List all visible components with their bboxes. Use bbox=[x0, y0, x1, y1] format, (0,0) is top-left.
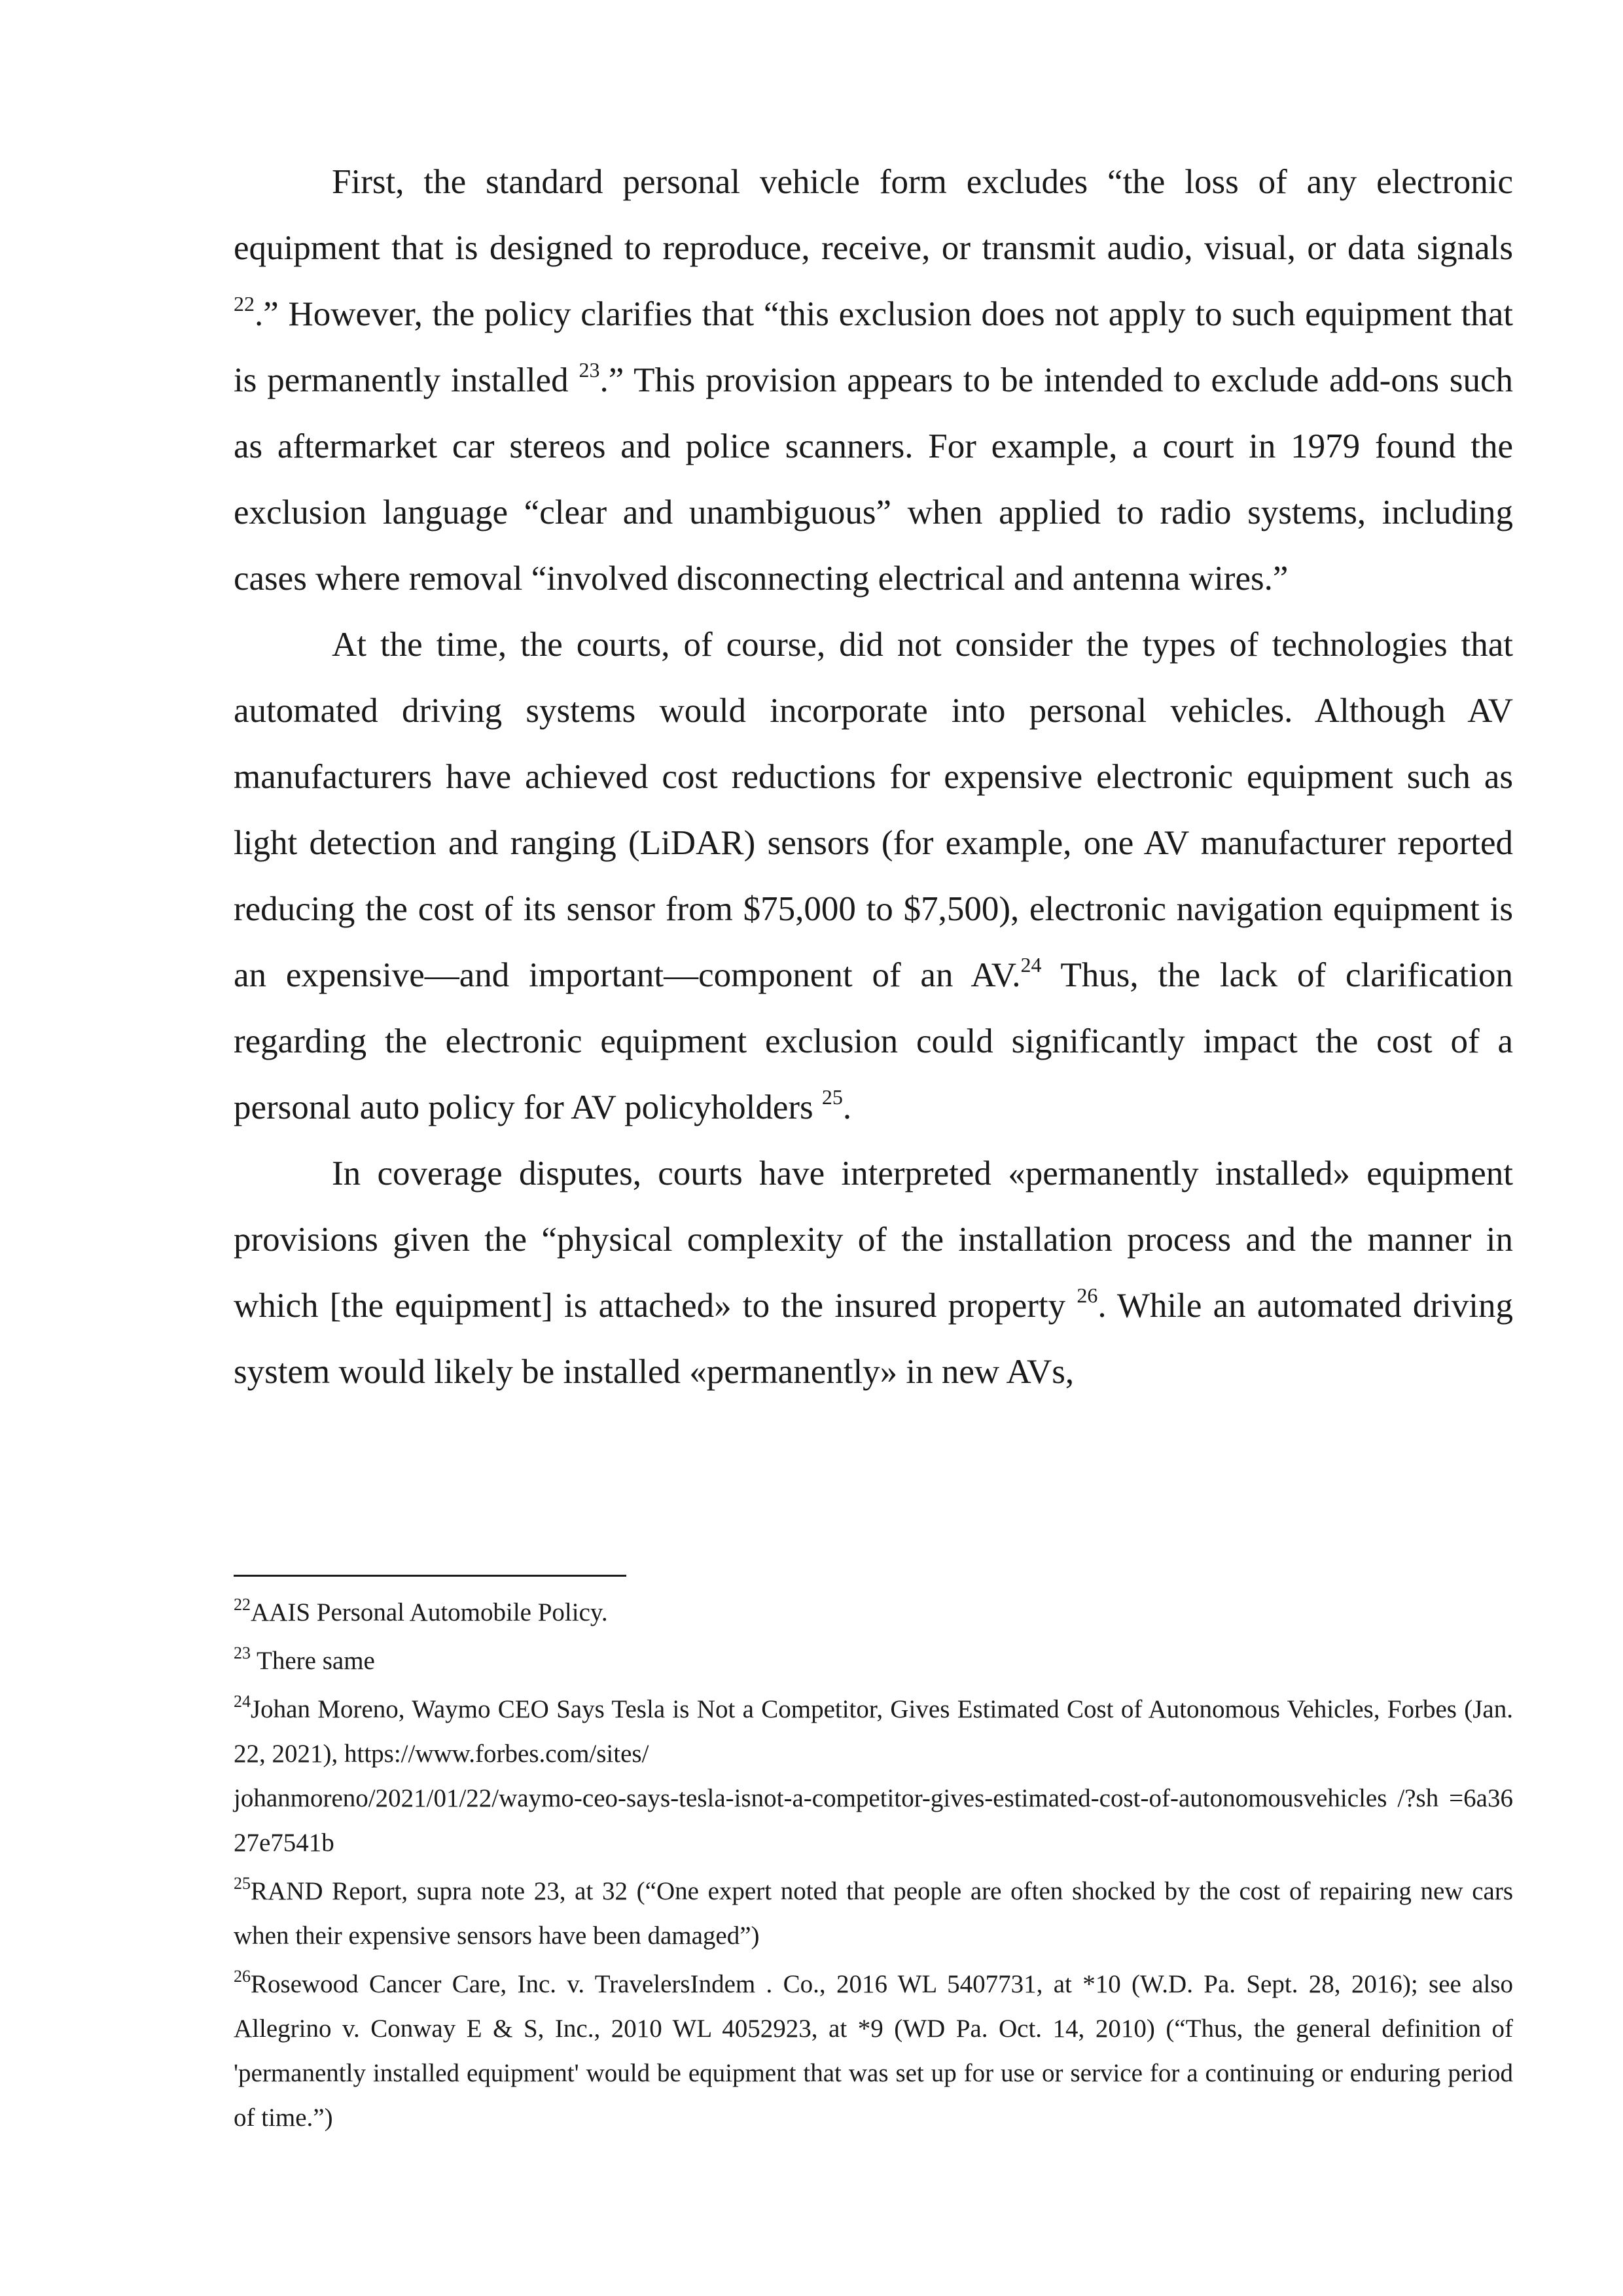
footnotes-section bbox=[234, 1590, 1513, 2144]
footnote-26 bbox=[234, 1962, 1513, 2140]
paragraph-2-text-b: Thus, the lack of clarification regarding the electronic equipment exclusion could significantly impact the cost of a personal auto policy for AV policyholders bbox=[234, 956, 1513, 1126]
footnote-ref-24[interactable]: 24 bbox=[1020, 953, 1042, 977]
footnote-number: 25 bbox=[234, 1874, 251, 1893]
paragraph-1-text-c: .” This provision appears to be intended to exclude add-ons such as aftermarket car stereos and police scanners. For example, a court in 1979 found the exclusion language “clear and unambiguous” when applied to radio systems, including cases where removal “involved disconnecting electrical and antenna wires.” bbox=[234, 361, 1513, 598]
footnote-number: 23 bbox=[234, 1643, 251, 1662]
footnote-23 bbox=[234, 1639, 1513, 1683]
footnote-url[interactable]: johanmoreno/2021/01/22/waymo-ceo-says-tesla-isnot-a-competitor-gives-estimated-cost-of-autonomousvehicles /?sh =6a3627e7541b bbox=[234, 1784, 1513, 1857]
paragraph-2-text-a: At the time, the courts, of course, did not consider the types of technologies that automated driving systems would incorporate into personal vehicles. Although AV manufacturers have achieved cost reductions for expensive electronic equipment such as light detection and ranging (LiDAR) sensors (for example, one AV manufacturer reported reducing the cost of its sensor from $75,000 to $7,500), electronic navigation equipment is an expensive—and important—component of an AV. bbox=[234, 626, 1513, 994]
paragraph-3-text-b: . While an automated driving system would likely be installed «permanently» in new AVs, bbox=[234, 1287, 1513, 1391]
footnote-ref-22[interactable]: 22 bbox=[234, 292, 255, 315]
footnote-text: RAND Report, supra note 23, at 32 (“One expert noted that people are often shocked by the cost of repairing new cars when their expensive sensors have been damaged”) bbox=[234, 1877, 1513, 1950]
footnote-25 bbox=[234, 1869, 1513, 1958]
paragraph-2-text-c: . bbox=[842, 1088, 852, 1126]
footnote-22 bbox=[234, 1590, 1513, 1635]
footnote-text: There same bbox=[251, 1647, 375, 1675]
footnote-ref-25[interactable]: 25 bbox=[821, 1085, 843, 1109]
paragraph-3 bbox=[234, 1141, 1513, 1405]
footnote-text: Johan Moreno, Waymo CEO Says Tesla is Not a Competitor, Gives Estimated Cost of Autonomous Vehicles, Forbes (Jan. 22, 2021), https://www.forbes.com/sites/ bbox=[234, 1695, 1513, 1768]
paragraph-1-text-a: First, the standard personal vehicle form excludes “the loss of any electronic equipment that is designed to reproduce, receive, or transmit audio, visual, or data signals bbox=[234, 163, 1513, 267]
paragraph-1-text-b: .” However, the policy clarifies that “this exclusion does not apply to such equipment that is permanently installed bbox=[234, 295, 1513, 399]
footnote-number: 24 bbox=[234, 1692, 251, 1711]
footnote-24 bbox=[234, 1687, 1513, 1865]
footnote-number: 22 bbox=[234, 1595, 251, 1614]
footnote-number: 26 bbox=[234, 1967, 251, 1986]
footnote-text: AAIS Personal Automobile Policy. bbox=[251, 1598, 608, 1626]
footnote-divider bbox=[234, 1575, 626, 1577]
footnote-text: Rosewood Cancer Care, Inc. v. TravelersIndem . Co., 2016 WL 5407731, at *10 (W.D. Pa. Sept. 28, 2016); see also Allegrino v. Conway E & S, Inc., 2010 WL 4052923, at *9 (WD Pa. Oct. 14, 2010) (“Thus, the general definition of 'permanently installed equipment' would be equipment that was set up for use or service for a continuing or enduring period of time.”) bbox=[234, 1970, 1513, 2132]
footnote-ref-26[interactable]: 26 bbox=[1077, 1283, 1098, 1307]
paragraph-1 bbox=[234, 149, 1513, 612]
footnote-ref-23[interactable]: 23 bbox=[579, 358, 600, 382]
paragraph-2 bbox=[234, 612, 1513, 1141]
body-text bbox=[234, 149, 1513, 1405]
paragraph-3-text-a: In coverage disputes, courts have interpreted «permanently installed» equipment provisions given the “physical complexity of the installation process and the manner in which [the equipment] is attached» to the insured property bbox=[234, 1155, 1513, 1325]
